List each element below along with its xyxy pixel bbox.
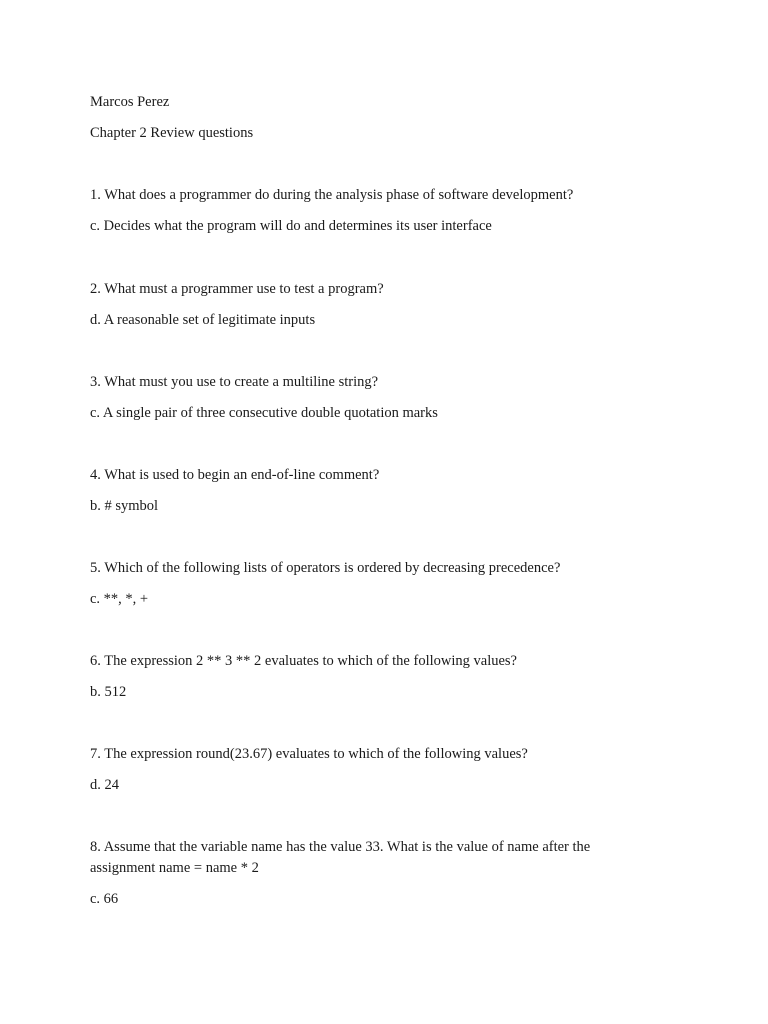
question-text: 5. Which of the following lists of operators is ordered by decreasing precedence? <box>90 560 561 576</box>
question-text: 6. The expression 2 ** 3 ** 2 evaluates to which of the following values? <box>90 653 517 669</box>
answer-text: c. Decides what the program will do and determines its user interface <box>90 218 492 234</box>
answer-text: c. **, *, + <box>90 591 149 607</box>
document-title: Chapter 2 Review questions <box>90 125 254 141</box>
answer-text: b. 512 <box>90 684 127 700</box>
question-text: 3. What must you use to create a multiline string? <box>90 374 379 390</box>
answer-text: d. A reasonable set of legitimate inputs <box>90 312 316 328</box>
question-text: 8. Assume that the variable name has the value 33. What is the value of name after the assignment name = name * 2 <box>90 839 591 876</box>
answer-text: c. 66 <box>90 891 119 907</box>
answer-text: c. A single pair of three consecutive double quotation marks <box>90 405 438 421</box>
question-text: 4. What is used to begin an end-of-line comment? <box>90 467 380 483</box>
author-name: Marcos Perez <box>90 94 170 110</box>
question-text: 7. The expression round(23.67) evaluates to which of the following values? <box>90 746 528 762</box>
answer-text: b. # symbol <box>90 498 159 514</box>
answer-text: d. 24 <box>90 777 119 793</box>
question-text: 2. What must a programmer use to test a program? <box>90 281 384 297</box>
question-text: 1. What does a programmer do during the analysis phase of software development? <box>90 187 574 203</box>
